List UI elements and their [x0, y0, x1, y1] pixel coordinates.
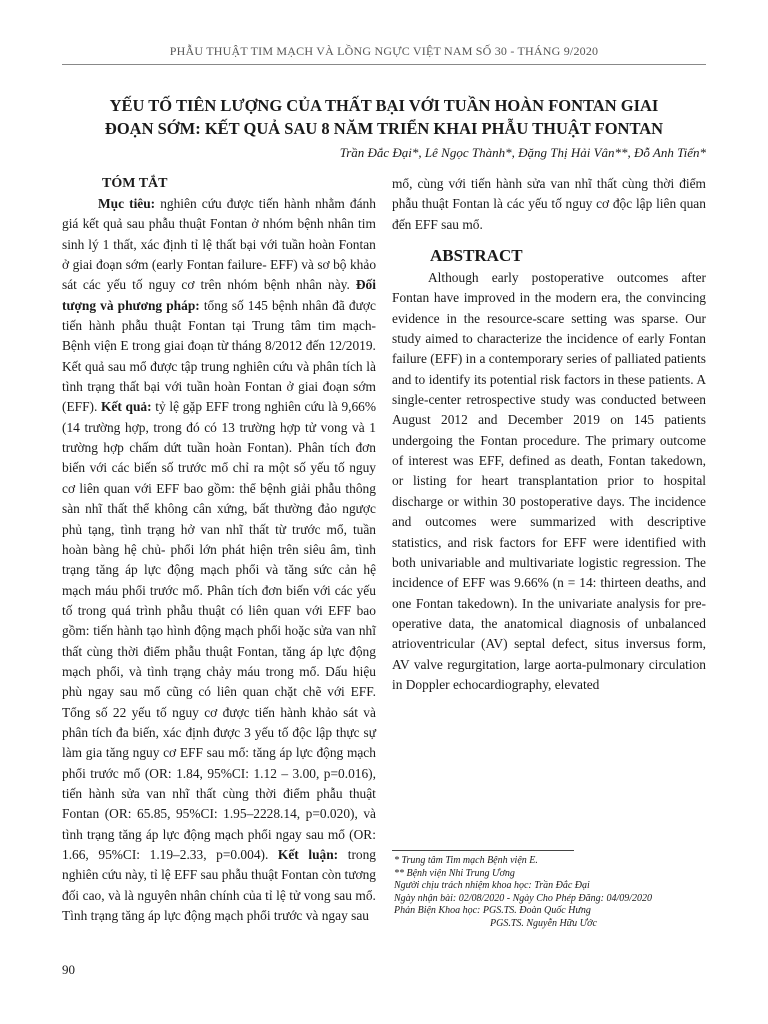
footnote-reviewer-2: PGS.TS. Nguyễn Hữu Ước [490, 917, 597, 929]
page-number: 90 [62, 962, 75, 977]
footnote-divider [392, 850, 574, 851]
abstract-heading: ABSTRACT [430, 246, 523, 266]
title-line-2: ĐOẠN SỚM: KẾT QUẢ SAU 8 NĂM TRIỂN KHAI PHẪU THUẬT FONTAN [104, 119, 664, 138]
footnote-affiliation-1: * Trung tâm Tim mạch Bệnh viện E. [394, 855, 538, 866]
article-title [60, 94, 708, 140]
footnote-corresponding: Người chịu trách nhiệm khoa học: Trần Đắc Đại [394, 880, 590, 891]
footnote-dates: Ngày nhận bài: 02/08/2020 - Ngày Cho Phép Đăng: 04/09/2020 [394, 892, 653, 904]
summary-continued: mổ, cùng với tiến hành sửa van nhĩ thất cùng thời điểm phẫu thuật Fontan là các yếu tố nguy cơ độc lập liên quan đến EFF sau mổ. [392, 176, 706, 232]
title-line-1: YẾU TỐ TIÊN LƯỢNG CỦA THẤT BẠI VỚI TUẦN HOÀN FONTAN GIAI [109, 96, 659, 115]
header-divider [62, 64, 706, 65]
summary-heading: TÓM TẮT [102, 176, 168, 191]
author-list: Trần Đắc Đại*, Lê Ngọc Thành*, Đặng Thị Hải Vân**, Đỗ Anh Tiến* [339, 145, 706, 160]
footnote-reviewer-1: Phản Biện Khoa học: PGS.TS. Đoàn Quốc Hưng [394, 905, 591, 916]
footnote-affiliation-2: ** Bệnh viện Nhi Trung Ương [394, 867, 515, 879]
abstract-paragraph: Although early postoperative outcomes after Fontan have improved in the modern era, the convincing evidence in the resource-scare setting was sparse. Our study aimed to characterize the incidence of early Fontan failure (EFF) in a contemporary series of palliated patients and to identify its potential risk factors in these patients. A single-center retrospective study was conducted between August 2012 and December 2019 on 145 patients undergoing the Fontan procedure. The primary outcome of interest was EFF, defined as death, Fontan takedown, or listing for heart transplantation prior to hospital discharge or within 30 postoperative days. The incidence and outcomes were summarized with descriptive statistics, and risk factors for EFF were identified with both univariable and multivariate logistic regression. The incidence of EFF was 9.66% (n = 14: thirteen deaths, and one Fontan takedown). In the univariate analysis for pre-operative data, the anatomical diagnosis of unbalanced atrioventricular (AV) septal defect, situs inversus form, AV valve regurgitation, large aorta-pulmonary circulation in Doppler echocardiography, elevated [392, 270, 706, 692]
running-header: PHẪU THUẬT TIM MẠCH VÀ LỒNG NGỰC VIỆT NAM SỐ 30 - THÁNG 9/2020 [169, 44, 599, 58]
summary-paragraph: Mục tiêu: nghiên cứu được tiến hành nhằm đánh giá kết quả sau phẫu thuật Fontan ở nhóm bệnh nhân tim sinh lý 1 thất, xác định tỉ lệ thất bại với tuần hoàn Fontan ở giai đoạn sớm (early Fontan failure- EFF) và sơ bộ khảo sát các yếu tố nguy cơ trên nhóm bệnh nhân này. Đối tượng và phương pháp: tổng số 145 bệnh nhân đã được tiến hành phẫu thuật Fontan tại Trung tâm tim mạch- Bệnh viện E trong giai đoạn từ tháng 8/2012 đến 12/2019. Kết quả sau mổ được tập trung nghiên cứu và phân tích là tình trạng thất bại với tuần hoàn Fontan ở giai đoạn sớm (EFF). Kết quả: tỷ lệ gặp EFF trong nghiên cứu là 9,66% (14 trường hợp, trong đó có 13 trường hợp tử vong và 1 trường hợp chấm dứt tuần hoàn Fontan). Phân tích đơn biến với các biến số trước mổ chỉ ra một số yếu tố nguy cơ liên quan với EFF bao gồm: thể bệnh giải phẫu thông sàn nhĩ thất thể không cân xứng, bất thường đảo ngược phủ tạng, tình trạng hở van nhĩ thất từ trước mổ, tuần hoàn bàng hệ chủ- phổi lớn phát hiện trên siêu âm, tình trạng tăng áp lực động mạch phổi và tăng sức cản hệ mạch máu phổi trước mổ. Phân tích đơn biến với các yếu tố trong quá trình phẫu thuật có liên quan với EFF bao gồm: tiến hành tạo hình động mạch phổi hoặc sửa van nhĩ thất cùng thời điểm phẫu thuật Fontan, tăng áp lực động mạch phổi, và tình trạng chảy máu trong mổ. Dấu hiệu phù ngay sau mổ cũng có liên quan chặt chẽ với EFF. Tổng số 22 yếu tố nguy cơ được tiến hành khảo sát và phân tích đa biến, xác định được 3 yếu tố độc lập thực sự làm gia tăng nguy cơ EFF sau mổ: tăng áp lực động mạch phổi trước mổ (OR: 1.84, 95%CI: 1.12 – 3.00, p=0.016), tiến hành sửa van nhĩ thất cùng thời điểm phẫu thuật Fontan (OR: 65.85, 95%CI: 1.95–2228.14, p=0.020), và tình trạng tăng áp lực động mạch phổi ngay sau mổ (OR: 1.66, 95%CI: 1.19–2.33, p=0.004). Kết luận: trong nghiên cứu này, tỉ lệ EFF sau phẫu thuật Fontan còn tương đối cao, và là nguyên nhân chính của tỉ lệ tử vong sau mổ. Tình trạng tăng áp lực động mạch phổi trước và ngay sau [62, 196, 377, 924]
abstract-column [392, 174, 706, 695]
footnotes [394, 855, 706, 930]
summary-column [62, 174, 376, 926]
